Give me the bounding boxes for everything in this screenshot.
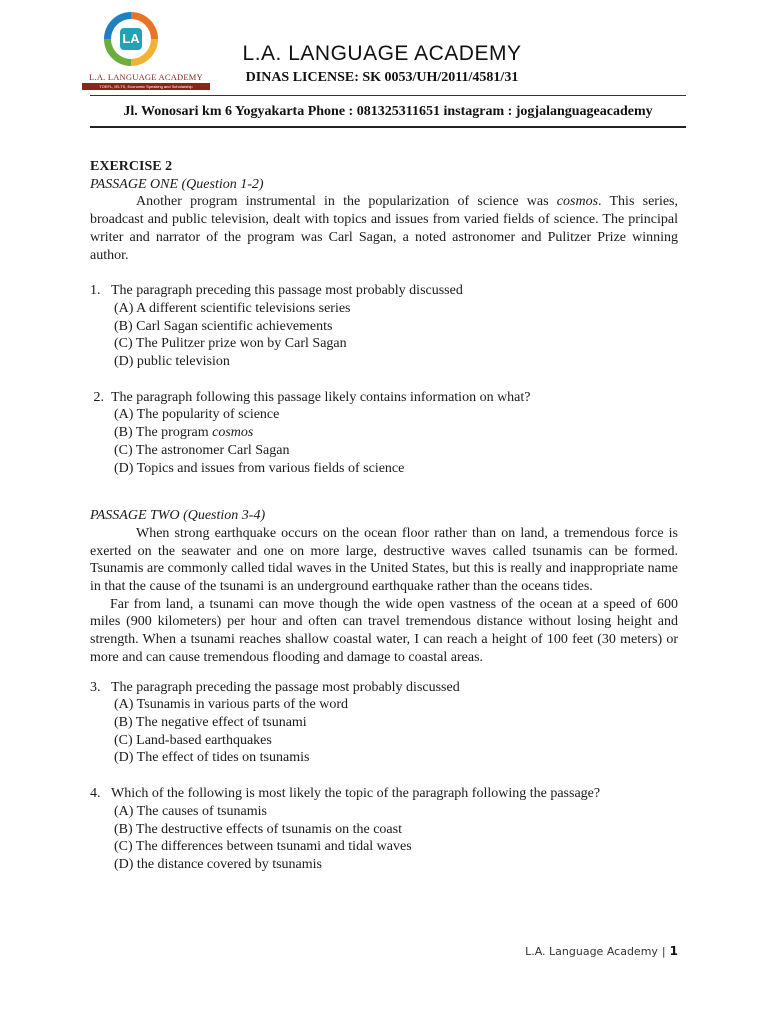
footer-separator: | <box>661 945 666 958</box>
question-4-option-d: (D) the distance covered by tsunamis <box>114 856 322 872</box>
logo-ring-icon <box>104 12 158 66</box>
license-line: DINAS LICENSE: SK 0053/UH/2011/4581/31 <box>245 70 519 85</box>
exercise-heading: EXERCISE 2 <box>90 159 173 174</box>
passage-one-title: PASSAGE ONE (Question 1-2) <box>90 176 264 192</box>
question-4-option-a: (A) The causes of tsunamis <box>114 803 267 819</box>
page-number: 1 <box>669 944 678 958</box>
logo-tagline: TOEFL, IELTS, Economic Speaking and Scholarship <box>99 84 193 89</box>
question-3-option-a: (A) Tsunamis in various parts of the word <box>114 697 349 713</box>
question-3: 3. The paragraph preceding the passage most probably discussed <box>90 679 460 695</box>
logo-name: L.A. LANGUAGE ACADEMY <box>89 72 203 82</box>
question-1-option-d: (D) public television <box>114 354 230 370</box>
question-3-option-c: (C) Land-based earthquakes <box>114 732 272 748</box>
question-3-option-d: (D) The effect of tides on tsunamis <box>114 750 310 766</box>
passage-two-title: PASSAGE TWO (Question 3-4) <box>90 508 266 524</box>
question-4-option-b: (B) The destructive effects of tsunamis on the coast <box>114 821 402 837</box>
question-2-option-a: (A) The popularity of science <box>114 407 280 423</box>
passage-two-paragraph-1: When strong earthquake occurs on the ocean floor rather than on land, a tremendous force is exerted on the seawater and one on more large, destructive waves called tsunamis can be formed. Tsunamis are commonly called tidal waves in the United States, but this is really and inappropriate name in that the cause of the tsunami is an underground earthquake rather than the oceans tides. <box>90 525 678 595</box>
exercise-content <box>90 158 678 874</box>
header-divider <box>90 95 686 96</box>
question-2-option-d: (D) Topics and issues from various fields of science <box>114 460 405 476</box>
question-1-option-b: (B) Carl Sagan scientific achievements <box>114 318 333 334</box>
question-3-option-b: (B) The negative effect of tsunami <box>114 714 307 730</box>
question-4-option-c: (C) The differences between tsunami and tidal waves <box>114 839 412 855</box>
address-line: Jl. Wonosari km 6 Yogyakarta Phone : 081325311651 instagram : jogjalanguageacademy <box>123 104 653 119</box>
question-2-option-b: (B) The program cosmos <box>114 425 254 441</box>
page-title: L.A. LANGUAGE ACADEMY <box>242 42 522 65</box>
footer-label: L.A. Language Academy <box>525 945 658 958</box>
question-1-option-c: (C) The Pulitzer prize won by Carl Sagan <box>114 336 347 352</box>
question-2-option-c: (C) The astronomer Carl Sagan <box>114 442 290 458</box>
question-2: 2. The paragraph following this passage likely contains information on what? <box>93 389 531 405</box>
question-4: 4. Which of the following is most likely the topic of the paragraph following the passage? <box>90 786 601 802</box>
question-1: 1. The paragraph preceding this passage most probably discussed <box>90 283 463 299</box>
passage-one-text: Another program instrumental in the popularization of science was cosmos. This series, broadcast and public television, dealt with topics and issues from varied fields of science. The principal writer and narrator of the program was Carl Sagan, a noted astronomer and Pulitzer Prize winning author. <box>90 194 678 263</box>
header-divider-bottom <box>90 126 686 128</box>
logo-glyph-icon: LA <box>120 28 142 50</box>
question-1-option-a: (A) A different scientific televisions series <box>114 300 351 316</box>
page-footer <box>525 944 678 958</box>
academy-logo <box>80 10 212 94</box>
passage-two-paragraph-2: Far from land, a tsunami can move though the wide open vastness of the ocean at a speed of 600 miles (900 kilometers) per hour and often can travel tremendous distance without losing height and strength. When a tsunami reaches shallow coastal water, I can reach a height of 100 feet (30 meters) or more and can cause tremendous flooding and damage to coastal areas. <box>90 596 678 665</box>
